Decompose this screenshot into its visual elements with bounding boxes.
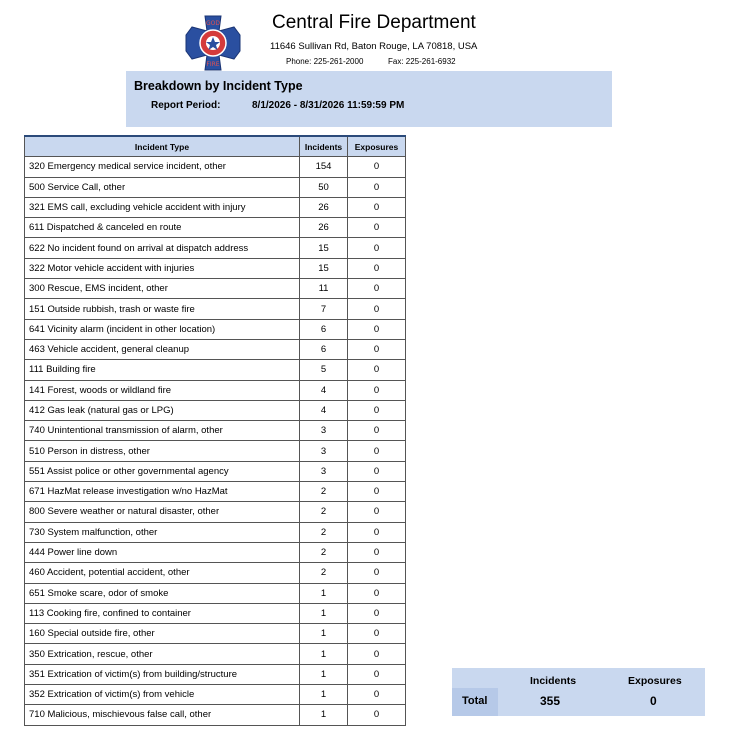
incident-type-cell: 151 Outside rubbish, trash or waste fire	[25, 299, 300, 319]
incident-type-cell: 351 Extrication of victim(s) from building/structure	[25, 664, 300, 684]
table-row	[25, 157, 406, 177]
exposures-cell: 0	[348, 400, 406, 420]
incident-type-cell: 551 Assist police or other governmental agency	[25, 461, 300, 481]
totals-exposures-label: Exposures	[628, 675, 682, 687]
table-row	[25, 644, 406, 664]
table-row	[25, 360, 406, 380]
exposures-cell: 0	[348, 603, 406, 623]
logo-text-bottom: FIRE	[206, 61, 220, 68]
totals-incidents-label: Incidents	[530, 675, 577, 687]
incidents-cell: 2	[300, 563, 348, 583]
table-row	[25, 279, 406, 299]
incident-type-cell: 113 Cooking fire, confined to container	[25, 603, 300, 623]
incidents-cell: 11	[300, 279, 348, 299]
exposures-cell: 0	[348, 258, 406, 278]
table-row	[25, 177, 406, 197]
table-row	[25, 624, 406, 644]
exposures-cell: 0	[348, 542, 406, 562]
incidents-cell: 2	[300, 482, 348, 502]
incident-type-cell: 321 EMS call, excluding vehicle accident with injury	[25, 197, 300, 217]
totals-box	[452, 668, 705, 716]
incidents-cell: 5	[300, 360, 348, 380]
fire-department-logo	[184, 14, 242, 72]
table-row	[25, 542, 406, 562]
header-exposures: Exposures	[348, 136, 406, 157]
exposures-cell: 0	[348, 624, 406, 644]
department-title: Central Fire Department	[272, 12, 476, 33]
header-incidents: Incidents	[300, 136, 348, 157]
report-period-value: 8/1/2026 - 8/31/2026 11:59:59 PM	[252, 100, 405, 111]
incidents-cell: 3	[300, 441, 348, 461]
incidents-cell: 2	[300, 542, 348, 562]
incidents-cell: 7	[300, 299, 348, 319]
exposures-cell: 0	[348, 157, 406, 177]
incidents-cell: 3	[300, 421, 348, 441]
department-fax: Fax: 225-261-6932	[388, 57, 456, 66]
incident-type-cell: 510 Person in distress, other	[25, 441, 300, 461]
incidents-cell: 154	[300, 157, 348, 177]
exposures-cell: 0	[348, 664, 406, 684]
incident-type-cell: 671 HazMat release investigation w/no HazMat	[25, 482, 300, 502]
incident-type-cell: 160 Special outside fire, other	[25, 624, 300, 644]
incidents-cell: 6	[300, 319, 348, 339]
incident-type-cell: 730 System malfunction, other	[25, 522, 300, 542]
exposures-cell: 0	[348, 482, 406, 502]
table-row	[25, 522, 406, 542]
incident-type-cell: 710 Malicious, mischievous false call, other	[25, 705, 300, 725]
table-row	[25, 197, 406, 217]
exposures-cell: 0	[348, 380, 406, 400]
header-incident-type: Incident Type	[25, 136, 300, 157]
incidents-cell: 2	[300, 522, 348, 542]
incident-type-cell: 740 Unintentional transmission of alarm, other	[25, 421, 300, 441]
exposures-cell: 0	[348, 441, 406, 461]
department-phone: Phone: 225-261-2000	[286, 57, 364, 66]
table-row	[25, 319, 406, 339]
incidents-cell: 1	[300, 664, 348, 684]
incidents-cell: 15	[300, 238, 348, 258]
table-row	[25, 563, 406, 583]
exposures-cell: 0	[348, 197, 406, 217]
table-row	[25, 299, 406, 319]
incident-type-cell: 322 Motor vehicle accident with injuries	[25, 258, 300, 278]
incident-type-cell: 622 No incident found on arrival at dispatch address	[25, 238, 300, 258]
incidents-cell: 1	[300, 583, 348, 603]
incidents-cell: 15	[300, 258, 348, 278]
incident-type-cell: 352 Extrication of victim(s) from vehicle	[25, 685, 300, 705]
incidents-cell: 50	[300, 177, 348, 197]
incidents-cell: 6	[300, 339, 348, 359]
incident-type-table	[24, 135, 406, 726]
table-row	[25, 339, 406, 359]
totals-exposures-value: 0	[650, 694, 657, 708]
incidents-cell: 1	[300, 644, 348, 664]
totals-label-cell	[452, 688, 498, 716]
table-header-row	[25, 136, 406, 157]
table-row	[25, 502, 406, 522]
table-row	[25, 583, 406, 603]
incidents-cell: 2	[300, 502, 348, 522]
incident-type-cell: 500 Service Call, other	[25, 177, 300, 197]
incident-type-cell: 460 Accident, potential accident, other	[25, 563, 300, 583]
exposures-cell: 0	[348, 644, 406, 664]
incidents-cell: 1	[300, 685, 348, 705]
incident-type-cell: 412 Gas leak (natural gas or LPG)	[25, 400, 300, 420]
department-address: 11646 Sullivan Rd, Baton Rouge, LA 70818, USA	[270, 41, 478, 52]
table-row	[25, 685, 406, 705]
exposures-cell: 0	[348, 461, 406, 481]
exposures-cell: 0	[348, 563, 406, 583]
report-banner	[126, 71, 612, 127]
exposures-cell: 0	[348, 583, 406, 603]
exposures-cell: 0	[348, 421, 406, 441]
incident-type-cell: 463 Vehicle accident, general cleanup	[25, 339, 300, 359]
incident-type-cell: 651 Smoke scare, odor of smoke	[25, 583, 300, 603]
exposures-cell: 0	[348, 279, 406, 299]
exposures-cell: 0	[348, 177, 406, 197]
exposures-cell: 0	[348, 218, 406, 238]
table-row	[25, 380, 406, 400]
incidents-cell: 1	[300, 705, 348, 725]
logo-text-top: GOD	[206, 20, 220, 27]
incident-type-cell: 800 Severe weather or natural disaster, other	[25, 502, 300, 522]
table-row	[25, 461, 406, 481]
totals-label: Total	[462, 695, 488, 707]
table-row	[25, 482, 406, 502]
report-title: Breakdown by Incident Type	[134, 79, 303, 93]
incident-type-cell: 141 Forest, woods or wildland fire	[25, 380, 300, 400]
table-row	[25, 705, 406, 725]
table-row	[25, 664, 406, 684]
table-row	[25, 441, 406, 461]
incidents-cell: 26	[300, 218, 348, 238]
incidents-cell: 1	[300, 603, 348, 623]
exposures-cell: 0	[348, 339, 406, 359]
table-row	[25, 238, 406, 258]
exposures-cell: 0	[348, 238, 406, 258]
exposures-cell: 0	[348, 360, 406, 380]
incident-type-cell: 350 Extrication, rescue, other	[25, 644, 300, 664]
exposures-cell: 0	[348, 522, 406, 542]
exposures-cell: 0	[348, 502, 406, 522]
totals-incidents-value: 355	[540, 694, 561, 708]
exposures-cell: 0	[348, 705, 406, 725]
report-period-label: Report Period:	[151, 100, 221, 111]
incident-type-cell: 444 Power line down	[25, 542, 300, 562]
incidents-cell: 4	[300, 400, 348, 420]
table-row	[25, 400, 406, 420]
exposures-cell: 0	[348, 685, 406, 705]
incident-type-cell: 320 Emergency medical service incident, other	[25, 157, 300, 177]
exposures-cell: 0	[348, 299, 406, 319]
incident-type-cell: 300 Rescue, EMS incident, other	[25, 279, 300, 299]
incidents-cell: 26	[300, 197, 348, 217]
incident-type-cell: 611 Dispatched & canceled en route	[25, 218, 300, 238]
table-row	[25, 258, 406, 278]
table-body	[25, 157, 406, 725]
incidents-cell: 3	[300, 461, 348, 481]
table-row	[25, 218, 406, 238]
table-row	[25, 603, 406, 623]
incident-type-cell: 641 Vicinity alarm (incident in other location)	[25, 319, 300, 339]
exposures-cell: 0	[348, 319, 406, 339]
incidents-cell: 1	[300, 624, 348, 644]
incidents-cell: 4	[300, 380, 348, 400]
table-row	[25, 421, 406, 441]
incident-type-cell: 111 Building fire	[25, 360, 300, 380]
